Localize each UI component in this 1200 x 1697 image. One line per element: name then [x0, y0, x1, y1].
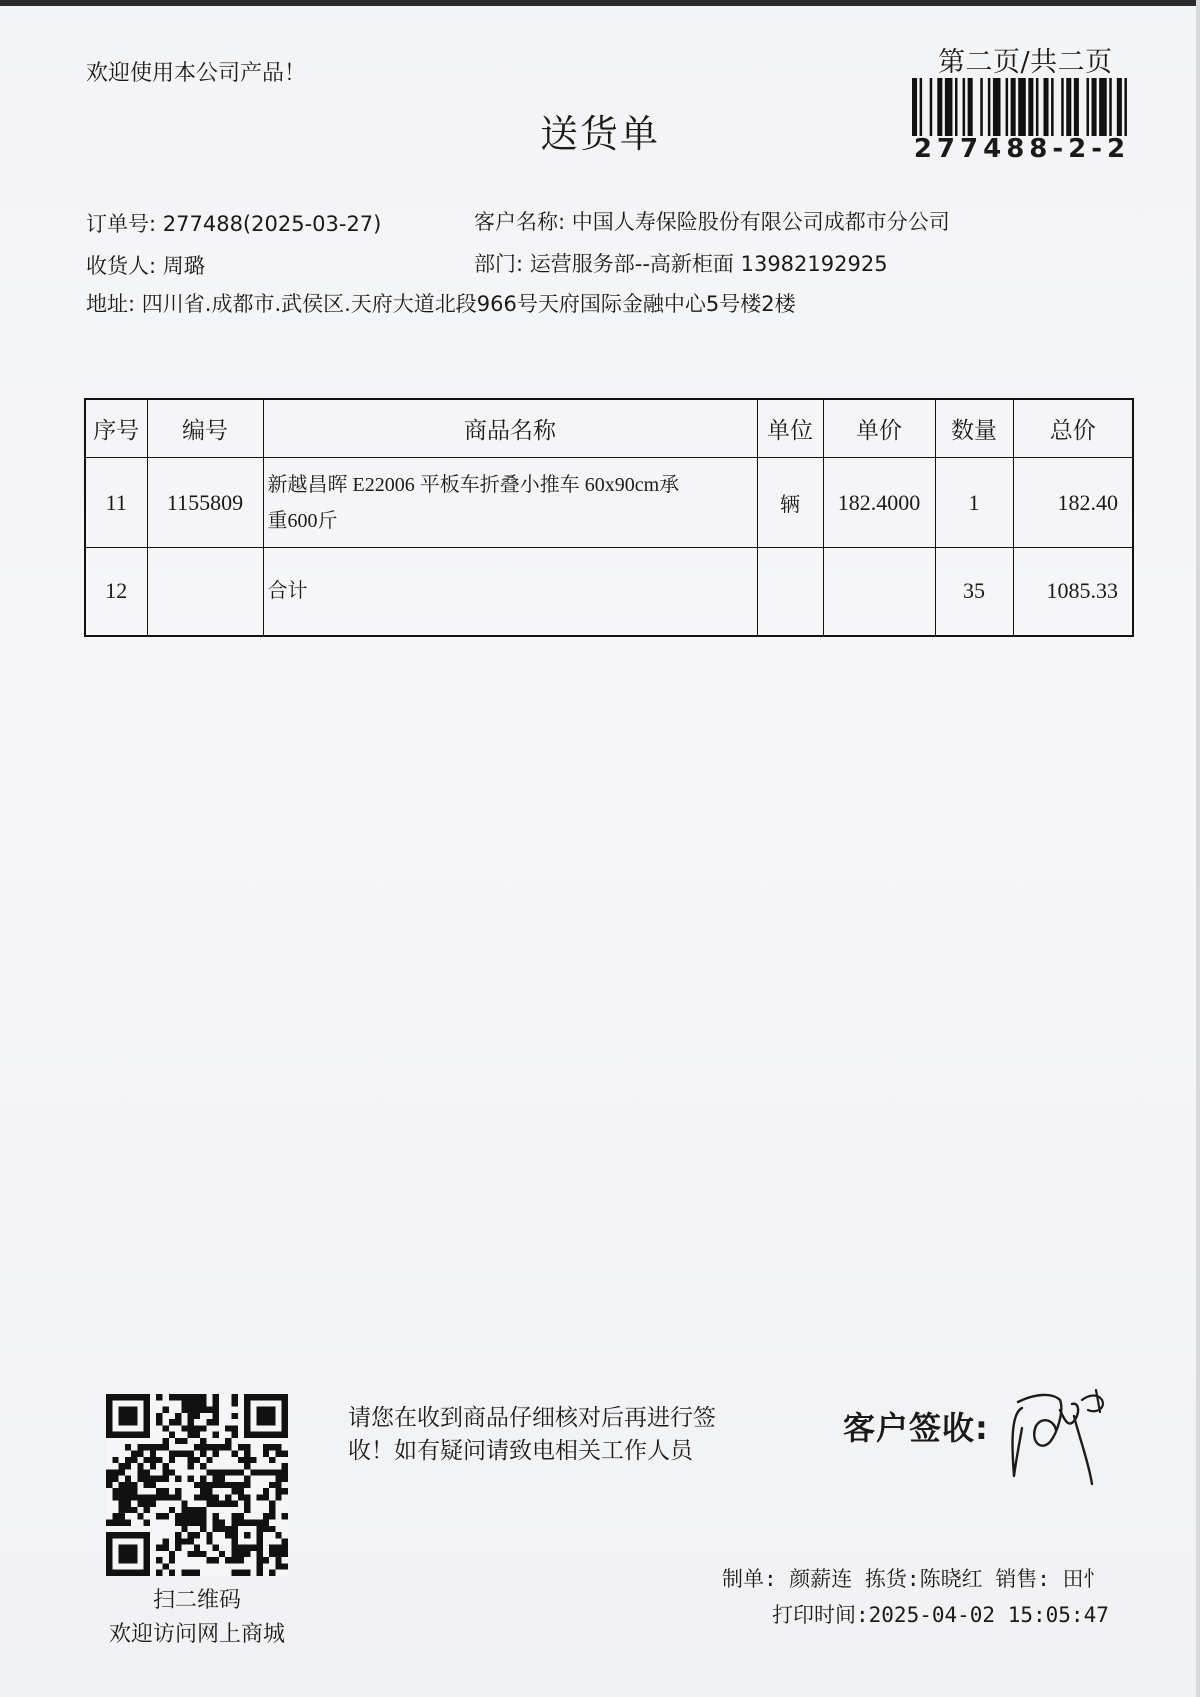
col-header-code: 编号: [147, 399, 263, 458]
product-name-line1: 新越昌晖 E22006 平板车折叠小推车 60x90cm承: [267, 473, 680, 496]
col-header-price: 单价: [823, 399, 935, 458]
order-number: [86, 208, 381, 238]
receiver-value: 周璐: [162, 254, 205, 278]
col-header-seq: 序号: [85, 399, 147, 458]
cell-product-name: 合计: [263, 548, 757, 636]
items-table: [84, 398, 1134, 637]
address-value: 四川省.成都市.武侯区.天府大道北段966号天府国际金融中心5号楼2楼: [141, 292, 796, 316]
handwritten-signature: [1000, 1380, 1120, 1490]
department: [474, 248, 888, 278]
notice-line1: 请您在收到商品仔细核对后再进行签: [348, 1405, 716, 1431]
cell-total: 182.40: [1013, 458, 1133, 548]
receipt-notice: [348, 1402, 768, 1468]
address-label: 地址:: [86, 292, 136, 316]
qr-caption-line1: 扫二维码: [152, 1588, 241, 1613]
scan-right-edge: [1196, 0, 1200, 1697]
col-header-name: 商品名称: [263, 399, 757, 458]
table-row: [85, 458, 1133, 548]
cell-total: 1085.33: [1013, 548, 1133, 636]
cell-unit: [757, 548, 823, 636]
cell-seq: 12: [85, 548, 147, 636]
staff-line: 制单: 颜薪连 拣货:陈晓红 销售: 田忄: [722, 1567, 1105, 1591]
col-header-qty: 数量: [935, 399, 1013, 458]
cell-seq: 11: [85, 458, 147, 548]
customer-name: [474, 206, 950, 236]
order-value: 277488(2025-03-27): [162, 212, 382, 236]
notice-line2: 收！如有疑问请致电相关工作人员: [348, 1438, 693, 1464]
dept-label: 部门:: [474, 252, 524, 276]
cell-product-name: [263, 458, 757, 548]
qr-caption-line2: 欢迎访问网上商城: [108, 1622, 285, 1647]
dept-value: 运营服务部--高新柜面 13982192925: [529, 252, 888, 276]
col-header-total: 总价: [1013, 399, 1133, 458]
welcome-text: 欢迎使用本公司产品！: [86, 61, 307, 86]
cell-code: [147, 548, 263, 636]
scan-top-edge: [0, 0, 1200, 6]
customer-sign-label: 客户签收:: [843, 1409, 989, 1447]
print-time: 打印时间:2025-04-02 15:05:47: [772, 1603, 1109, 1627]
order-label: 订单号:: [86, 212, 157, 236]
customer-label: 客户名称:: [474, 210, 566, 234]
cell-unit: 辆: [757, 458, 823, 548]
receiver-label: 收货人:: [86, 254, 157, 278]
col-header-unit: 单位: [757, 399, 823, 458]
qr-code-icon: [106, 1394, 288, 1576]
receiver: [86, 250, 205, 280]
barcode-number: 277488-2-2: [913, 134, 1131, 164]
cell-qty: 1: [935, 458, 1013, 548]
cell-code: 1155809: [147, 458, 263, 548]
cell-qty: 35: [935, 548, 1013, 636]
cell-price: 182.4000: [823, 458, 935, 548]
product-name-line2: 重600斤: [267, 509, 338, 532]
customer-value: 中国人寿保险股份有限公司成都市分公司: [571, 210, 950, 234]
table-header-row: [85, 399, 1133, 458]
cell-price: [823, 548, 935, 636]
table-row: [85, 548, 1133, 636]
document-title: 送货单: [539, 112, 660, 156]
page-indicator: 第二页/共二页: [938, 47, 1113, 78]
address: [86, 288, 796, 318]
